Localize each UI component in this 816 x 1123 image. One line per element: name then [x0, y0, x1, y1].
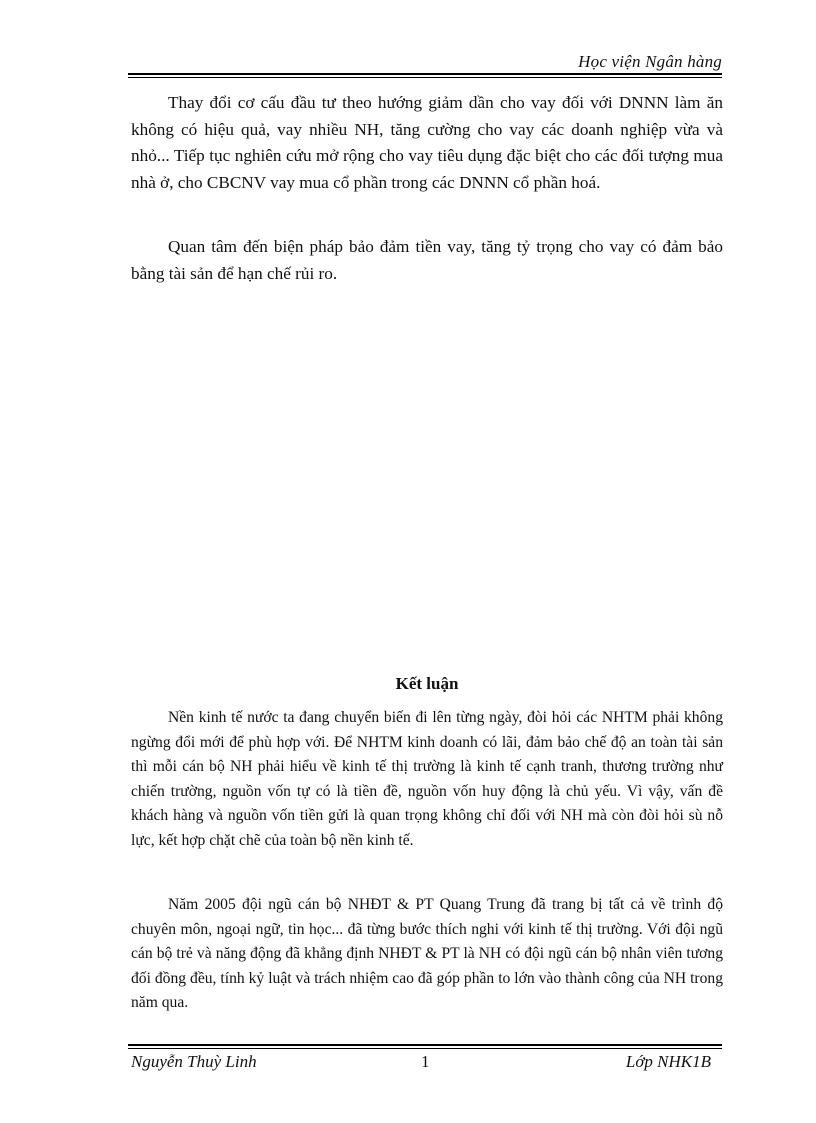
page-footer — [131, 1052, 723, 1076]
header-divider — [128, 73, 722, 78]
footer-author: Nguyễn Thuỳ Linh — [131, 1052, 257, 1071]
body-paragraph-2: Quan tâm đến biện pháp bảo đảm tiền vay, tăng tỷ trọng cho vay có đảm bảo bằng tài sản để hạn chế rủi ro. — [131, 237, 723, 283]
conclusion-paragraph-1: Nền kinh tế nước ta đang chuyển biến đi lên từng ngày, đòi hỏi các NHTM phải không ngừng đổi mới để phù hợp với. Để NHTM kinh doanh có lãi, đảm bảo chế độ an toàn tài sản thì mỗi cán bộ NH phải hiểu về kinh tế thị trường là kinh tế cạnh tranh, thương trường như chiến trường, nguồn vốn tự có là tiền đề, nguồn vốn huy động là chủ yếu. Vì vậy, vấn đề khách hàng và nguồn vốn tiền gửi là quan trọng không chỉ đối với NH mà còn đòi hỏi sù nỗ lực, kết hợp chặt chẽ của toàn bộ nền kinh tế. — [131, 709, 723, 849]
conclusion-title: Kết luận — [395, 674, 459, 693]
body-paragraph-1: Thay đổi cơ cấu đầu tư theo hướng giảm dần cho vay đối với DNNN làm ăn không có hiệu quả, vay nhiều NH, tăng cường cho vay các doanh nghiệp vừa và nhỏ... Tiếp tục nghiên cứu mở rộng cho vay tiêu dụng đặc biệt cho các đối tượng mua nhà ở, cho CBCNV vay mua cổ phần trong các DNNN cổ phần hoá. — [131, 93, 723, 192]
page-number: 1 — [421, 1052, 430, 1071]
footer-divider — [128, 1044, 722, 1049]
conclusion-paragraph-2: Năm 2005 đội ngũ cán bộ NHĐT & PT Quang Trung đã trang bị tất cả về trình độ chuyên môn, ngoại ngữ, tin học... đã từng bước thích nghi với kinh tế thị trường. Với đội ngũ cán bộ trẻ và năng động đã khẳng định NHĐT & PT là NH có đội ngũ cán bộ nhân viên tương đối đồng đều, tính kỷ luật và trách nhiệm cao đã góp phần to lớn vào thành công của NH trong năm qua. — [131, 896, 723, 1012]
footer-class: Lớp NHK1B — [625, 1052, 711, 1071]
header-title: Học viện Ngân hàng — [578, 52, 722, 71]
